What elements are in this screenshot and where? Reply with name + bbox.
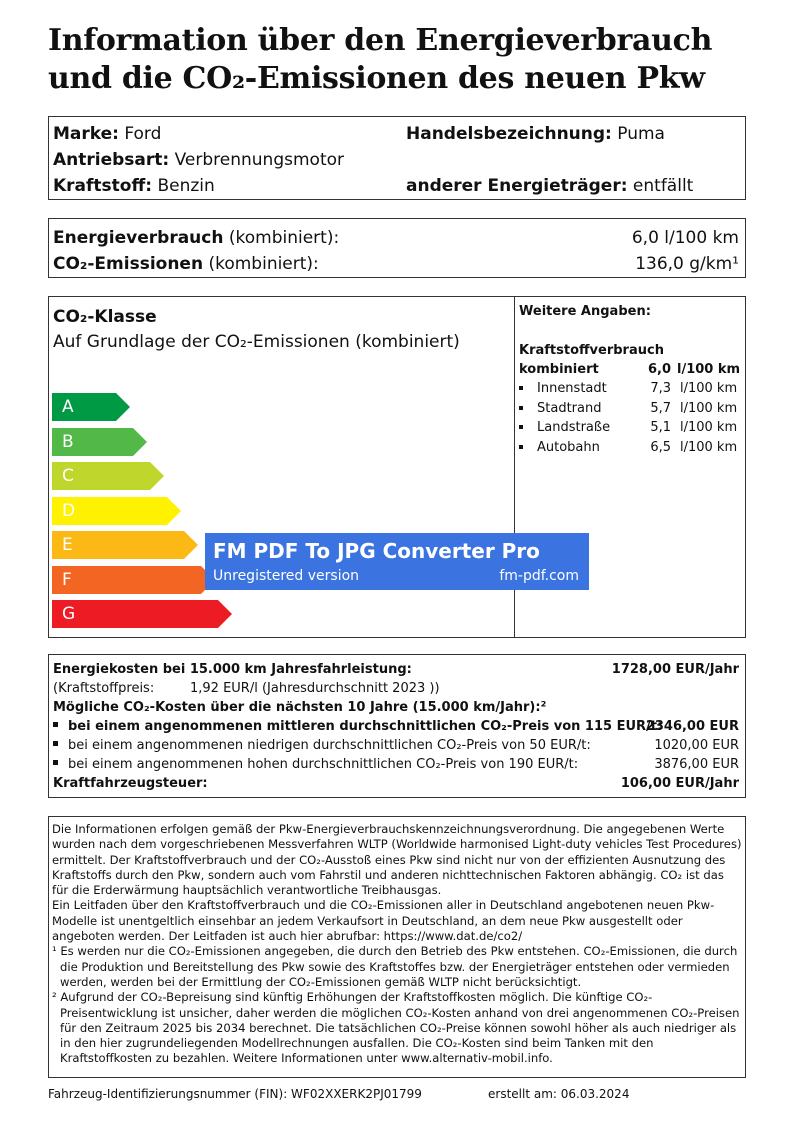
co2-class-letter-e: E xyxy=(62,535,73,555)
co2-class-arrow-g xyxy=(52,600,232,628)
watermark-subtitle: Unregistered version xyxy=(213,568,360,584)
fin-text: Fahrzeug-Identifizierungsnummer (FIN): WF02XXERK2PJ01799 xyxy=(48,1087,422,1101)
kraftstoffpreis-label: (Kraftstoffpreis: xyxy=(53,681,155,696)
co2-hoch-row xyxy=(53,755,578,774)
marke-label: Marke: xyxy=(53,124,119,144)
bullet-icon xyxy=(519,445,523,449)
bullet-icon xyxy=(53,722,58,727)
energieverbrauch-label: Energieverbrauch xyxy=(53,228,224,248)
kfz-steuer-label: Kraftfahrzeugsteuer: xyxy=(53,776,208,791)
co2-class-letter-f: F xyxy=(62,569,72,590)
bullet-icon xyxy=(519,425,523,429)
weitere-row-unit: l/100 km xyxy=(680,439,738,455)
kraftstoff-value: Benzin xyxy=(157,176,215,196)
weitere-row-label: Landstraße xyxy=(537,420,611,435)
bullet-icon xyxy=(519,406,523,410)
co2-emissionen-label: CO₂-Emissionen xyxy=(53,254,204,274)
weitere-row-unit: l/100 km xyxy=(680,400,738,416)
energietraeger-row xyxy=(406,175,693,197)
energietraeger-label: anderer Energieträger: xyxy=(406,176,628,196)
page-title xyxy=(48,22,768,98)
weitere-row-label: Stadtrand xyxy=(537,400,602,416)
weitere-row-value: 5,7 xyxy=(650,400,671,416)
title-line-1: Information über den Energieverbrauch xyxy=(48,23,713,58)
legal-paragraph-1: Die Informationen erfolgen gemäß der Pkw-Energieverbrauchskennzeichnungsverordnung. Die angegebenen Werte wurden nach dem vorgeschriebenen Messverfahren WLTP (Worldwide harmonised Light-duty vehicles Test Procedures) ermittelt. Der Kraftstoffverbrauch und der CO₂-Ausstoß eines Pkw sind nicht nur von der effizienten Ausnutzung des Kraftstoffs durch den Pkw, sondern auch vom Fahrstil und anderen nichttechnischen Faktoren abhängig. CO₂ ist das für die Erderwärmung hauptsächlich verantwortliche Treibhausgas. xyxy=(52,822,742,898)
energieverbrauch-row xyxy=(53,227,339,249)
co2-class-letter-d: D xyxy=(62,500,76,521)
bullet-icon xyxy=(53,760,58,765)
watermark-banner xyxy=(205,533,589,590)
co2-emissionen-row xyxy=(53,253,319,275)
bullet-icon xyxy=(519,386,523,390)
kraftstoffpreis-value: 1,92 EUR/l (Jahresdurchschnitt 2023 )) xyxy=(190,681,440,696)
handel-row xyxy=(406,123,665,145)
watermark-title: FM PDF To JPG Converter Pro xyxy=(213,539,540,563)
energieverbrauch-value: 6,0 l/100 km xyxy=(631,228,739,248)
co2-mittel-text: bei einem angenommenen mittleren durchschnittlichen CO₂-Preis von 115 EUR/t: xyxy=(68,719,663,734)
co2-emissionen-suffix: (kombiniert): xyxy=(203,254,319,274)
antrieb-value: Verbrennungsmotor xyxy=(174,150,344,170)
energieverbrauch-suffix: (kombiniert): xyxy=(223,228,340,248)
co2-mittel-row xyxy=(53,717,662,736)
watermark-url: fm-pdf.com xyxy=(499,568,579,584)
handel-label: Handelsbezeichnung: xyxy=(406,124,612,144)
erstellt-text: erstellt am: 06.03.2024 xyxy=(488,1087,630,1101)
legal-footnote-1: ¹ Es werden nur die CO₂-Emissionen angegeben, die durch den Betrieb des Pkw entstehen. CO₂-Emissionen, die durch die Produktion und Bereitstellung des Pkw sowie des Kraftstoffes bzw. der Energieträger entstehen oder vermieden werden, werden bei der Ermittlung der CO₂-Emissionen gemäß WLTP nicht berücksichtigt. xyxy=(52,944,738,989)
title-line-2: und die CO₂-Emissionen des neuen Pkw xyxy=(48,61,705,96)
co2-class-arrow-e xyxy=(52,531,198,559)
co2-class-letter-c: C xyxy=(62,466,74,486)
kraftstoff-row xyxy=(53,175,215,197)
co2-class-arrow-f xyxy=(52,566,215,594)
kombiniert-num: 6,0 xyxy=(647,362,671,377)
weitere-row-label: Autobahn xyxy=(537,439,600,455)
co2-class-title: CO₂-Klasse xyxy=(53,307,157,327)
weitere-title: Weitere Angaben: xyxy=(519,304,651,319)
energiekosten-label: Energiekosten bei 15.000 km Jahresfahrleistung: xyxy=(53,662,412,677)
co2-emissionen-value: 136,0 g/km¹ xyxy=(635,254,739,274)
co2-class-letter-a: A xyxy=(62,397,74,417)
bullet-icon xyxy=(53,741,58,746)
kraftstoff-label: Kraftstoff: xyxy=(53,176,153,196)
co2-mittel-value: 2346,00 EUR xyxy=(645,719,739,734)
weitere-row-value: 6,5 xyxy=(650,439,671,455)
weitere-row-unit: l/100 km xyxy=(680,381,738,396)
marke-value: Ford xyxy=(124,124,162,144)
co2-hoch-value: 3876,00 EUR xyxy=(654,757,739,772)
legal-footnote-2: ² Aufgrund der CO₂-Bepreisung sind künftig Erhöhungen der Kraftstoffkosten möglich. Die künftige CO₂-Preisentwicklung ist unsicher, daher werden die möglichen CO₂-Kosten anhand von drei angenommenen CO₂-Preisen für den Zeitraum 2025 bis 2034 berechnet. Die tatsächlichen CO₂-Preise können sowohl höher als auch niedriger als in den hier zugrundeliegenden Modellrechnungen ausfallen. Die CO₂-Kosten sind beim Tanken mit den Kraftstoffkosten zu bezahlen. Weitere Informationen unter www.alternativ-mobil.info. xyxy=(52,990,740,1066)
antrieb-row xyxy=(53,149,344,171)
marke-row xyxy=(53,123,161,145)
co2-kosten-label: Mögliche CO₂-Kosten über die nächsten 10 Jahre (15.000 km/Jahr):² xyxy=(53,700,547,715)
handel-value: Puma xyxy=(617,124,665,144)
kombiniert-label: kombiniert xyxy=(519,362,599,377)
legal-paragraph-2: Ein Leitfaden über den Kraftstoffverbrauch und die CO₂-Emissionen aller in Deutschland angebotenen neuen Pkw-Modelle ist unentgeltlich einsehbar an jedem Verkaufsort in Deutschland, an dem neue Pkw ausgestellt oder angeboten werden. Der Leitfaden ist auch hier abrufbar: https://www.dat.de/co2/ xyxy=(52,898,715,944)
co2-niedrig-row xyxy=(53,736,591,755)
weitere-row-value: 7,3 xyxy=(650,381,671,396)
kraftstoffverbrauch-title: Kraftstoffverbrauch xyxy=(519,343,664,358)
co2-class-letter-b: B xyxy=(62,431,74,452)
co2-niedrig-value: 1020,00 EUR xyxy=(654,738,739,753)
co2-class-subtitle: Auf Grundlage der CO₂-Emissionen (kombiniert) xyxy=(53,332,460,352)
weitere-row-unit: l/100 km xyxy=(680,420,738,435)
legal-text xyxy=(52,822,742,1067)
co2-niedrig-text: bei einem angenommenen niedrigen durchschnittlichen CO₂-Preis von 50 EUR/t: xyxy=(68,738,591,753)
energietraeger-value: entfällt xyxy=(632,176,694,196)
co2-hoch-text: bei einem angenommenen hohen durchschnittlichen CO₂-Preis von 190 EUR/t: xyxy=(68,757,579,772)
energiekosten-value: 1728,00 EUR/Jahr xyxy=(611,662,739,677)
antrieb-label: Antriebsart: xyxy=(53,150,170,170)
co2-class-letter-g: G xyxy=(62,604,76,624)
kfz-steuer-value: 106,00 EUR/Jahr xyxy=(620,776,739,791)
weitere-row-value: 5,1 xyxy=(650,420,671,435)
kombiniert-unit: l/100 km xyxy=(677,362,741,377)
weitere-row-label: Innenstadt xyxy=(537,381,607,396)
